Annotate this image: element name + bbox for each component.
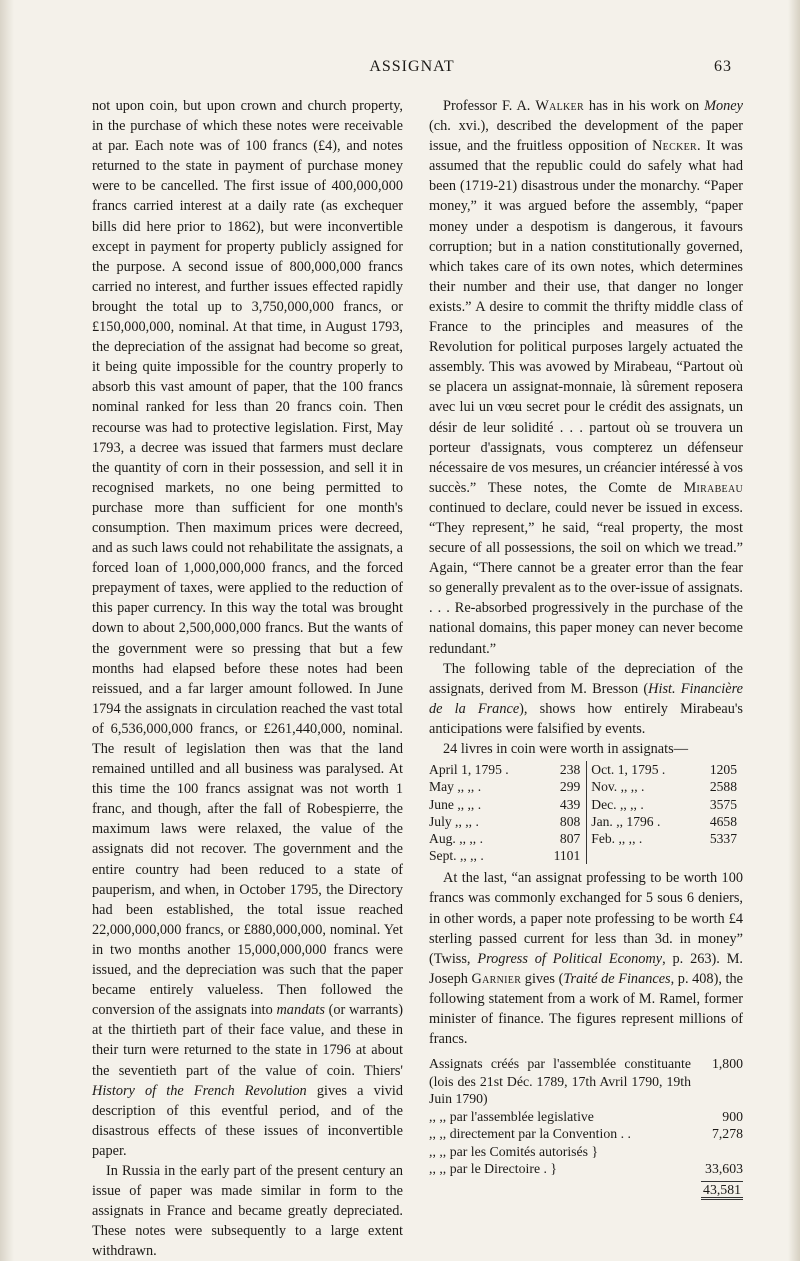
statement-value: 33,603 [705,1161,743,1177]
page-header [92,58,732,82]
paragraph-text: not upon coin, but upon crown and church property, in the purchase of which these notes were receivable at par. Each note was of 100 francs (£4), and notes returned to the state in payment of purchase money were to be cancelled. The first issue of 400,000,000 francs carried interest at a daily rate (as exchequer bills did here prior to 1862), but were inconvertible except in payment for property publicly assigned for the purpose. A second issue of 800,000,000 francs carried no interest, and further issues effected rapidly brought the total up to 3,750,000,000 francs, or £150,000,000, nominal. At that time, in August 1793, the depreciation of the assignat had become so great, it being quite impossible for the country properly to absorb this vast amount of paper, that the 100 francs nominal ranked for less than 20 francs coin. Then recourse was had to protective legislation. First, May 1793, a decree was issued that farmers must declare the quantity of corn in their possession, and sell it in recognised markets, no one being permitted to purchase more than sufficient for one month's consumption. Then maximum prices were decreed, and as such laws could not rehabilitate the assignats, a forced loan of 1,000,000,000 francs, and the forced prepayment of taxes, were applied to the reduction of this paper currency. In this way the total was brought down to about 2,500,000,000 francs. But the wants of the government were so pressing that but a few months had elapsed before these notes had been reissued, and a far larger amount followed. In June 1794 the assignats in circulation reached the vast total of 6,536,000,000 francs, or £261,440,000, nominal. The result of legislation then was that the land remained untilled and all business was paralysed. At this time the 100 francs assignat was not worth 1 franc, and though, after the fall of Robespierre, the maximum laws were relaxed, the value of the assignats did not recover. The government and the entire country had been reduced to a state of pauperism, and when, in October 1795, the Directory had been established, the total issue reached 22,000,000,000 francs, or £880,000,000, nominal. Yet in two months another 15,000,000,000 francs were issued, and the depreciation was such that the paper became entirely valueless. Then followed the conversion of the assignats into [92,98,403,1019]
statement-row [429,1160,743,1178]
statement-row [429,1143,743,1161]
value-cell: 1101 [553,848,581,864]
paragraph-text: ), shows how entirely Mirabeau's anticipations were falsified by events. [429,700,743,737]
person-name: Mirabeau [683,479,743,496]
statement-value: 1,800 [711,1056,743,1072]
value-cell: 2588 [709,779,737,795]
statement-label: ,, ,, directement par la Convention . . [429,1126,631,1142]
statement-label: ,, ,, par le Directoire . } [429,1161,558,1177]
page-number: 63 [714,58,732,75]
statement-label: ,, ,, par l'assemblée legislative [429,1108,594,1124]
page-edge-left [0,0,14,1261]
table-row [429,796,743,813]
paragraph [92,96,403,1161]
assignats-total [429,1180,743,1200]
statement-value: 7,278 [711,1126,743,1142]
paragraph-text: At the last, “an assignat professing to be worth 100 francs was commonly exchanged for 5 sous 6 deniers, in other words, a paper note professing to be worth £4 sterling passed current for less than 3d. in money” (Twiss, [429,870,743,967]
date-cell: July ,, ,, . [429,813,479,829]
page-edge-right [788,0,800,1261]
paragraph-text: , p. 408), the following statement from a work of M. Ramel, former minister of finance. The figures represent millions of francs. [429,970,743,1048]
person-name: Garnier [471,970,522,987]
value-cell: 5337 [709,830,737,846]
running-title: ASSIGNAT [369,58,455,75]
value-cell: 299 [559,779,581,795]
date-cell: Aug. ,, ,, . [429,830,483,846]
paragraph [429,868,743,1049]
date-cell: May ,, ,, . [429,779,482,795]
value-cell: 439 [559,796,581,812]
value-cell: 807 [559,830,581,846]
right-column [429,96,743,1200]
paragraph-text: (ch. xvi.), described the development of the paper issue, and the fruitless opposition of [429,118,743,155]
statement-label: Assignats créés par l'assemblée constituante (lois des 21st Déc. 1789, 17th Avril 1790, 19th Juin 1790) [429,1056,691,1107]
paragraph [429,659,743,739]
value-cell: 4658 [709,813,737,829]
statement-row [429,1108,743,1126]
statement-row [429,1055,743,1108]
value-cell [697,847,743,864]
table-row [429,761,743,778]
paragraph-text: gives a vivid description of this eventful period, and of the disastrous effects of these issues of inconvertible paper. [92,1082,403,1159]
paragraph-text: gives ( [521,970,564,987]
date-cell: June ,, ,, . [429,796,482,812]
author-name: Walker [535,98,584,114]
paragraph-text: Professor F. A. [443,98,536,114]
assignats-statement [429,1055,743,1178]
statement-value: 900 [722,1108,743,1124]
paragraph: In Russia in the early part of the present century an issue of paper was made similar in form to the assignats in France and became greatly depreciated. These notes were subsequently to a large extent withdrawn. [92,1162,403,1260]
paragraph-text: , p. 263). M. Joseph [429,950,743,987]
date-cell: Dec. ,, ,, . [587,796,697,813]
table-row [429,847,743,864]
table-row [429,830,743,847]
value-cell: 3575 [709,796,737,812]
value-cell: 238 [559,762,581,778]
statement-label: ,, ,, par les Comités autorisés } [429,1143,599,1159]
statement-value [691,1143,743,1161]
book-title: Traité de Finances [563,970,671,987]
date-cell [587,847,697,864]
paragraph-text: (or warrants) at the thirtieth part of their face value, and these in their turn were returned to the state in 1796 at about the seventieth part of the value of coin. Thiers' [92,1002,403,1079]
table-caption: 24 livres in coin were worth in assignats— [443,741,688,757]
table-row [429,778,743,795]
person-name: Necker [652,138,697,155]
value-cell: 808 [559,813,581,829]
date-cell: April 1, 1795 . [429,762,509,778]
total-value: 43,581 [701,1181,743,1200]
value-cell: 1205 [709,762,737,778]
table-row [429,813,743,830]
book-title: Money [704,98,743,114]
italic-term: mandats [276,1002,325,1019]
book-title: Hist. Financière de la France [429,680,743,717]
statement-row [429,1125,743,1143]
date-cell: Sept. ,, ,, . [429,848,484,864]
paragraph-text: . It was assumed that the republic could do safely what had been (1719-21) disastrous under the monarchy. “Paper money,” it was argued before the assembly, “paper money under a despotism is dangerous, it favours corruption; but in a nation constitutionally governed, which takes care of its own notes, which determines their number and their use, that danger no longer exists.” A desire to commit the thrifty middle class of France to the principles and measures of the Revolution for political purposes largely actuated the assembly. This was avowed by Mirabeau, “Partout où se placera un assignat-monnaie, là sûrement reposera avec lui un vœu secret pour le crédit des assignats, un désir de leur solidité . . . partout où se trouvera un porteur d'assignats, vous compterez un défenseur nécessaire de vos mesures, un créancier intéressé à vos succès.” These notes, the Comte de [429,138,744,496]
book-title: Progress of Political Economy [477,950,663,967]
date-cell: Feb. ,, ,, . [587,830,697,847]
paragraph [429,96,743,659]
date-cell: Jan. ,, 1796 . [587,813,697,830]
paragraph-text: continued to declare, could never be issued in excess. “They represent,” he said, “real property, the most secure of all possessions, the soil on which we tread.” Again, “There cannot be a greater error than the fear so generally prevalent as to the over-issue of assignats. . . . Re-absorbed progressively in the purchase of the national domains, this paper money can never become redundant.” [429,499,743,657]
date-cell: Nov. ,, ,, . [587,778,697,795]
left-column [92,96,403,1261]
depreciation-table [429,761,743,864]
paragraph-text: The following table of the depreciation of the assignats, derived from M. Bresson ( [429,660,743,697]
paragraph-text: has in his work on [583,98,705,114]
date-cell: Oct. 1, 1795 . [587,761,697,778]
book-title: History of the French Revolution [92,1082,307,1099]
